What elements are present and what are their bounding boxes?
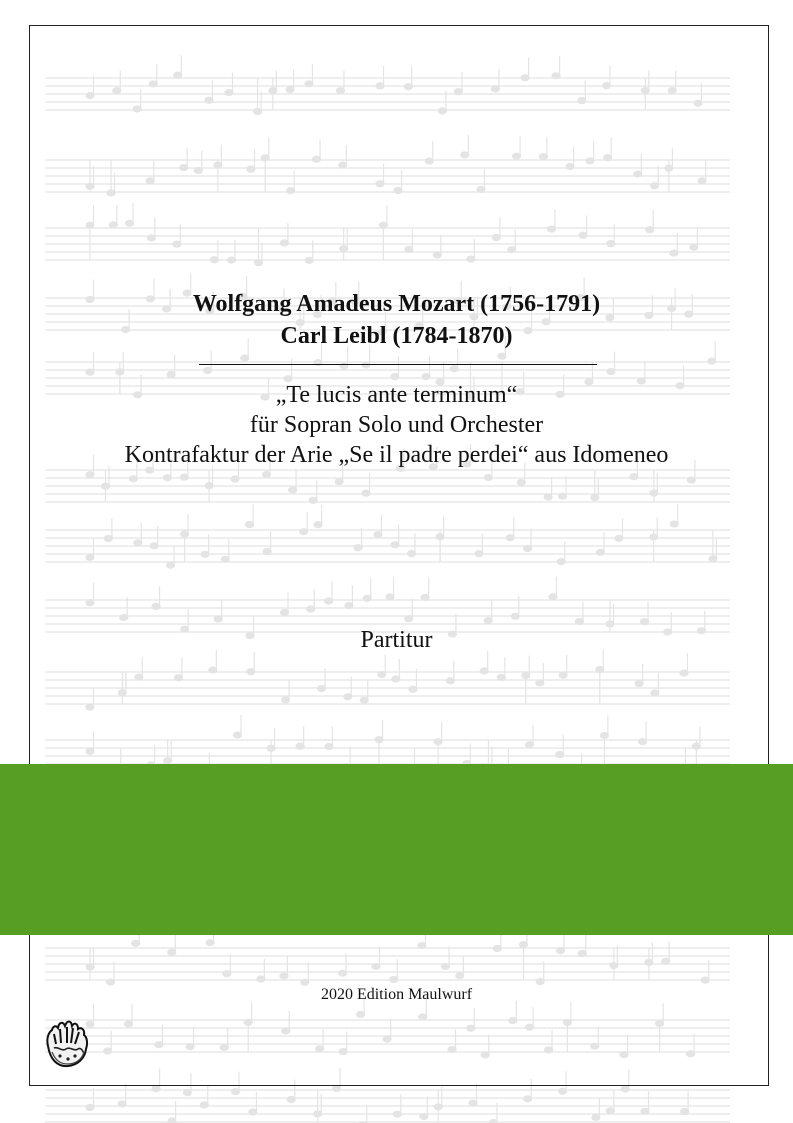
title-divider xyxy=(199,364,597,365)
work-source: Kontrafaktur der Arie „Se il padre perdei“ aus Idomeneo xyxy=(124,442,669,468)
work-info xyxy=(0,380,793,470)
edition-label: 2020 Edition Maulwurf xyxy=(320,986,473,1003)
composer-name: Wolfgang Amadeus Mozart (1756-1791) xyxy=(192,291,601,317)
mole-paw-icon xyxy=(40,1016,96,1072)
score-type: Partitur xyxy=(360,627,433,653)
work-title: „Te lucis ante terminum“ xyxy=(275,382,518,408)
composer-name: Carl Leibl (1784-1870) xyxy=(280,323,513,349)
work-scoring: für Sopran Solo und Orchester xyxy=(249,412,544,438)
green-band xyxy=(0,764,793,935)
composer-block xyxy=(0,288,793,352)
